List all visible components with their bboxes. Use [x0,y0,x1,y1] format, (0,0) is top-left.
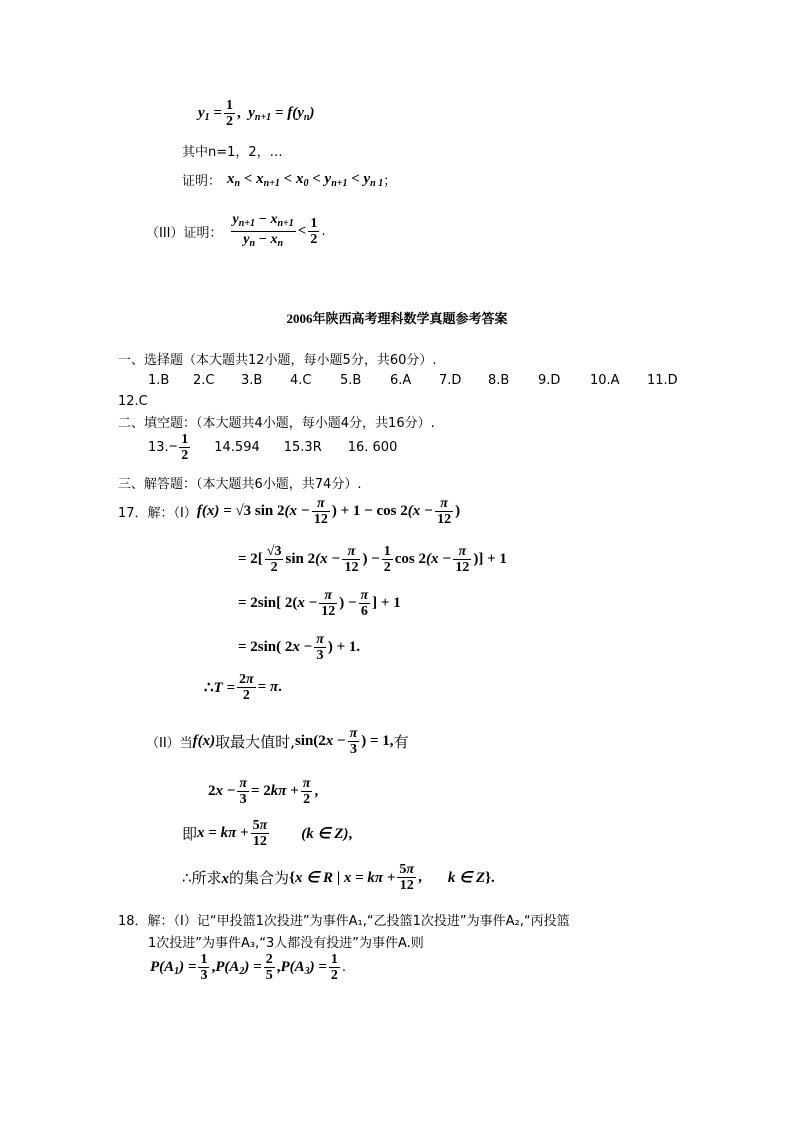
formula-text: sin 2(x − [285,551,341,567]
fraction-pi-3: $\frac{\pi}{3}$ [316,632,324,663]
fraction-pi-12: $\frac{\pi}{12}$ [455,544,470,575]
formula-text: sin(2x − [294,733,346,749]
period: . [321,224,326,239]
text-max: 取最大值时, [215,733,295,751]
formula-text: ) = 1, [361,733,394,749]
mc-answer: 9.D [538,373,561,388]
fraction-one-half: $\frac{1}{2}$ [330,952,338,983]
q17-equation [208,776,318,807]
mc-answer: 1.B [148,373,170,388]
formula-text: cos 2(x − [394,551,452,567]
mc-answer: 2.C [193,373,215,388]
formula-text: {x ∈ R | x = kπ + [289,870,396,886]
text-ji: 即 [182,825,198,843]
q17-line-2 [238,544,507,575]
formula-text: , [314,783,319,799]
q18-probabilities [150,952,346,983]
formula-text: $P(A_1)$ = [150,958,197,977]
fraction-1-3: $\frac{1}{3}$ [200,952,208,983]
formula-text: $,P(A_3)$ = [276,958,327,977]
mc-answer: 4.C [290,373,312,388]
formula-text: = 2sin( 2x − [238,639,313,655]
fraction-pi-3: $\frac{\pi}{3}$ [349,726,358,757]
fraction-pi-2: $\frac{\pi}{2}$ [302,776,311,807]
part3-label: （III）证明： [146,226,223,241]
prove-semicolon: ； [383,174,397,189]
formula-text: = π. [257,679,282,695]
formula-text: , [418,869,422,885]
mc-answer: 6.A [390,373,412,388]
formula-text: ) [455,503,461,519]
q17-label: 17．解：（I） [118,506,197,521]
fraction-one-half: $\frac{1}{2}$ [225,98,233,129]
fraction-one-half: $\frac{1}{2}$ [181,432,189,463]
prove-label: 证明： [182,174,222,189]
formula-text: f(x) [192,733,216,749]
formula-text: f(x) = √3 sin 2(x − [196,503,310,519]
formula-text: ∴T = [204,680,236,696]
formula-text: $y_1$ = [198,104,222,123]
formula-text: , $y_{n+1} = f(y_n)$ [236,104,315,123]
formula-text: (k ∈ Z), [301,826,353,842]
part3-prove [146,212,325,251]
fraction-2pi-2: $\frac{2\pi}{2}$ [239,672,254,703]
fraction-pi-3: $\frac{\pi}{3}$ [239,776,247,807]
less-than: < [297,223,307,239]
q18-line-1: 18．解：（I）记“甲投篮1次投进”为事件A₁,“乙投篮1次投进”为事件A₂,“丙投篮 [118,914,570,929]
q17-ji [182,818,352,849]
fraction-sqrt3-2: $\frac{√3}{2}$ [266,544,282,575]
mc-answer-last: 12.C [118,394,148,409]
q17-set [182,862,495,893]
fraction-5pi-12: $\frac{5\pi}{12}$ [399,862,415,893]
fill-14: 14.594 [214,440,260,455]
formula-text: ) + 1. [327,639,361,655]
formula-y-sequence [198,98,314,129]
mc-answer: 8.B [488,373,510,388]
formula-text: )] + 1 [473,551,507,567]
formula-text: x = kπ + [197,825,249,841]
fraction-pi-12: $\frac{\pi}{12}$ [313,496,328,527]
fill-15: 15.3R [283,440,322,455]
formula-text: ) − [362,551,380,567]
q17-line-3 [238,588,401,619]
fraction-5pi-12: $\frac{5\pi}{12}$ [252,818,268,849]
text-you: 有 [393,733,409,751]
formula-text: = 2[ [238,551,263,567]
fill-answers-row [148,432,397,463]
section-1-heading: 一、选择题（本大题共12小题，每小题5分，共60分）. [118,353,437,368]
formula-text: $,P(A_2)$ = [211,958,262,977]
formula-text: ) − [339,595,357,611]
formula-text: = 2sin[ 2(x − [238,595,318,611]
q17-line-1 [118,496,460,527]
n-range-text: 其中n=1，2，… [182,145,283,160]
formula-text: ) + 1 − cos 2(x − [331,503,434,519]
q17-period [204,672,282,703]
fill-13-prefix: 13. [148,440,169,455]
mc-answer: 3.B [241,373,263,388]
fraction-pi-6: $\frac{\pi}{6}$ [360,588,369,619]
mc-answer: 7.D [439,373,462,388]
mc-answer: 11.D [647,373,678,388]
page-title: 2006年陕西高考理科数学真题参考答案 [286,311,508,326]
q17-part-2 [146,726,409,757]
mc-answer: 10.A [590,373,620,388]
q17-line-4 [238,632,360,663]
fill-16: 16. 600 [347,440,398,455]
mc-answer: 5.B [340,373,362,388]
section-2-heading: 二、填空题：（本大题共4小题，每小题4分，共16分）. [118,416,435,431]
formula-text: ] + 1 [372,595,401,611]
minus-sign: − [168,439,178,455]
fraction-one-half: $\frac{1}{2}$ [383,544,391,575]
prove-inequality [182,170,396,189]
formula-text: k ∈ Z}. [447,870,495,886]
formula-text: 2x − [208,783,236,799]
period: . [341,960,347,975]
section-3-heading: 三、解答题：（本大题共6小题，共74分）. [118,477,362,492]
fraction-pi-12: $\frac{\pi}{12}$ [344,544,359,575]
fraction-2-5: $\frac{2}{5}$ [265,952,273,983]
fraction-pi-12: $\frac{\pi}{12}$ [437,496,452,527]
fraction-one-half: $\frac{1}{2}$ [310,216,318,247]
q18-line-2: 1次投进”为事件A₃,“3人都没有投进”为事件A.则 [148,936,424,951]
q17-part2-label: （II）当 [146,736,193,751]
fraction-pi-12: $\frac{\pi}{12}$ [321,588,336,619]
prove-expression: $x_n < x_{n+1} < x_0 < y_{n+1} < y_{n 1}$ [227,170,384,189]
formula-text: = 2kπ + [250,783,299,799]
text-set: ∴所求x的集合为 [182,869,290,887]
fraction-y-minus-x: $\frac{y_{n+1} - x_{n+1}}{y_n - x_n}$ [232,212,294,249]
